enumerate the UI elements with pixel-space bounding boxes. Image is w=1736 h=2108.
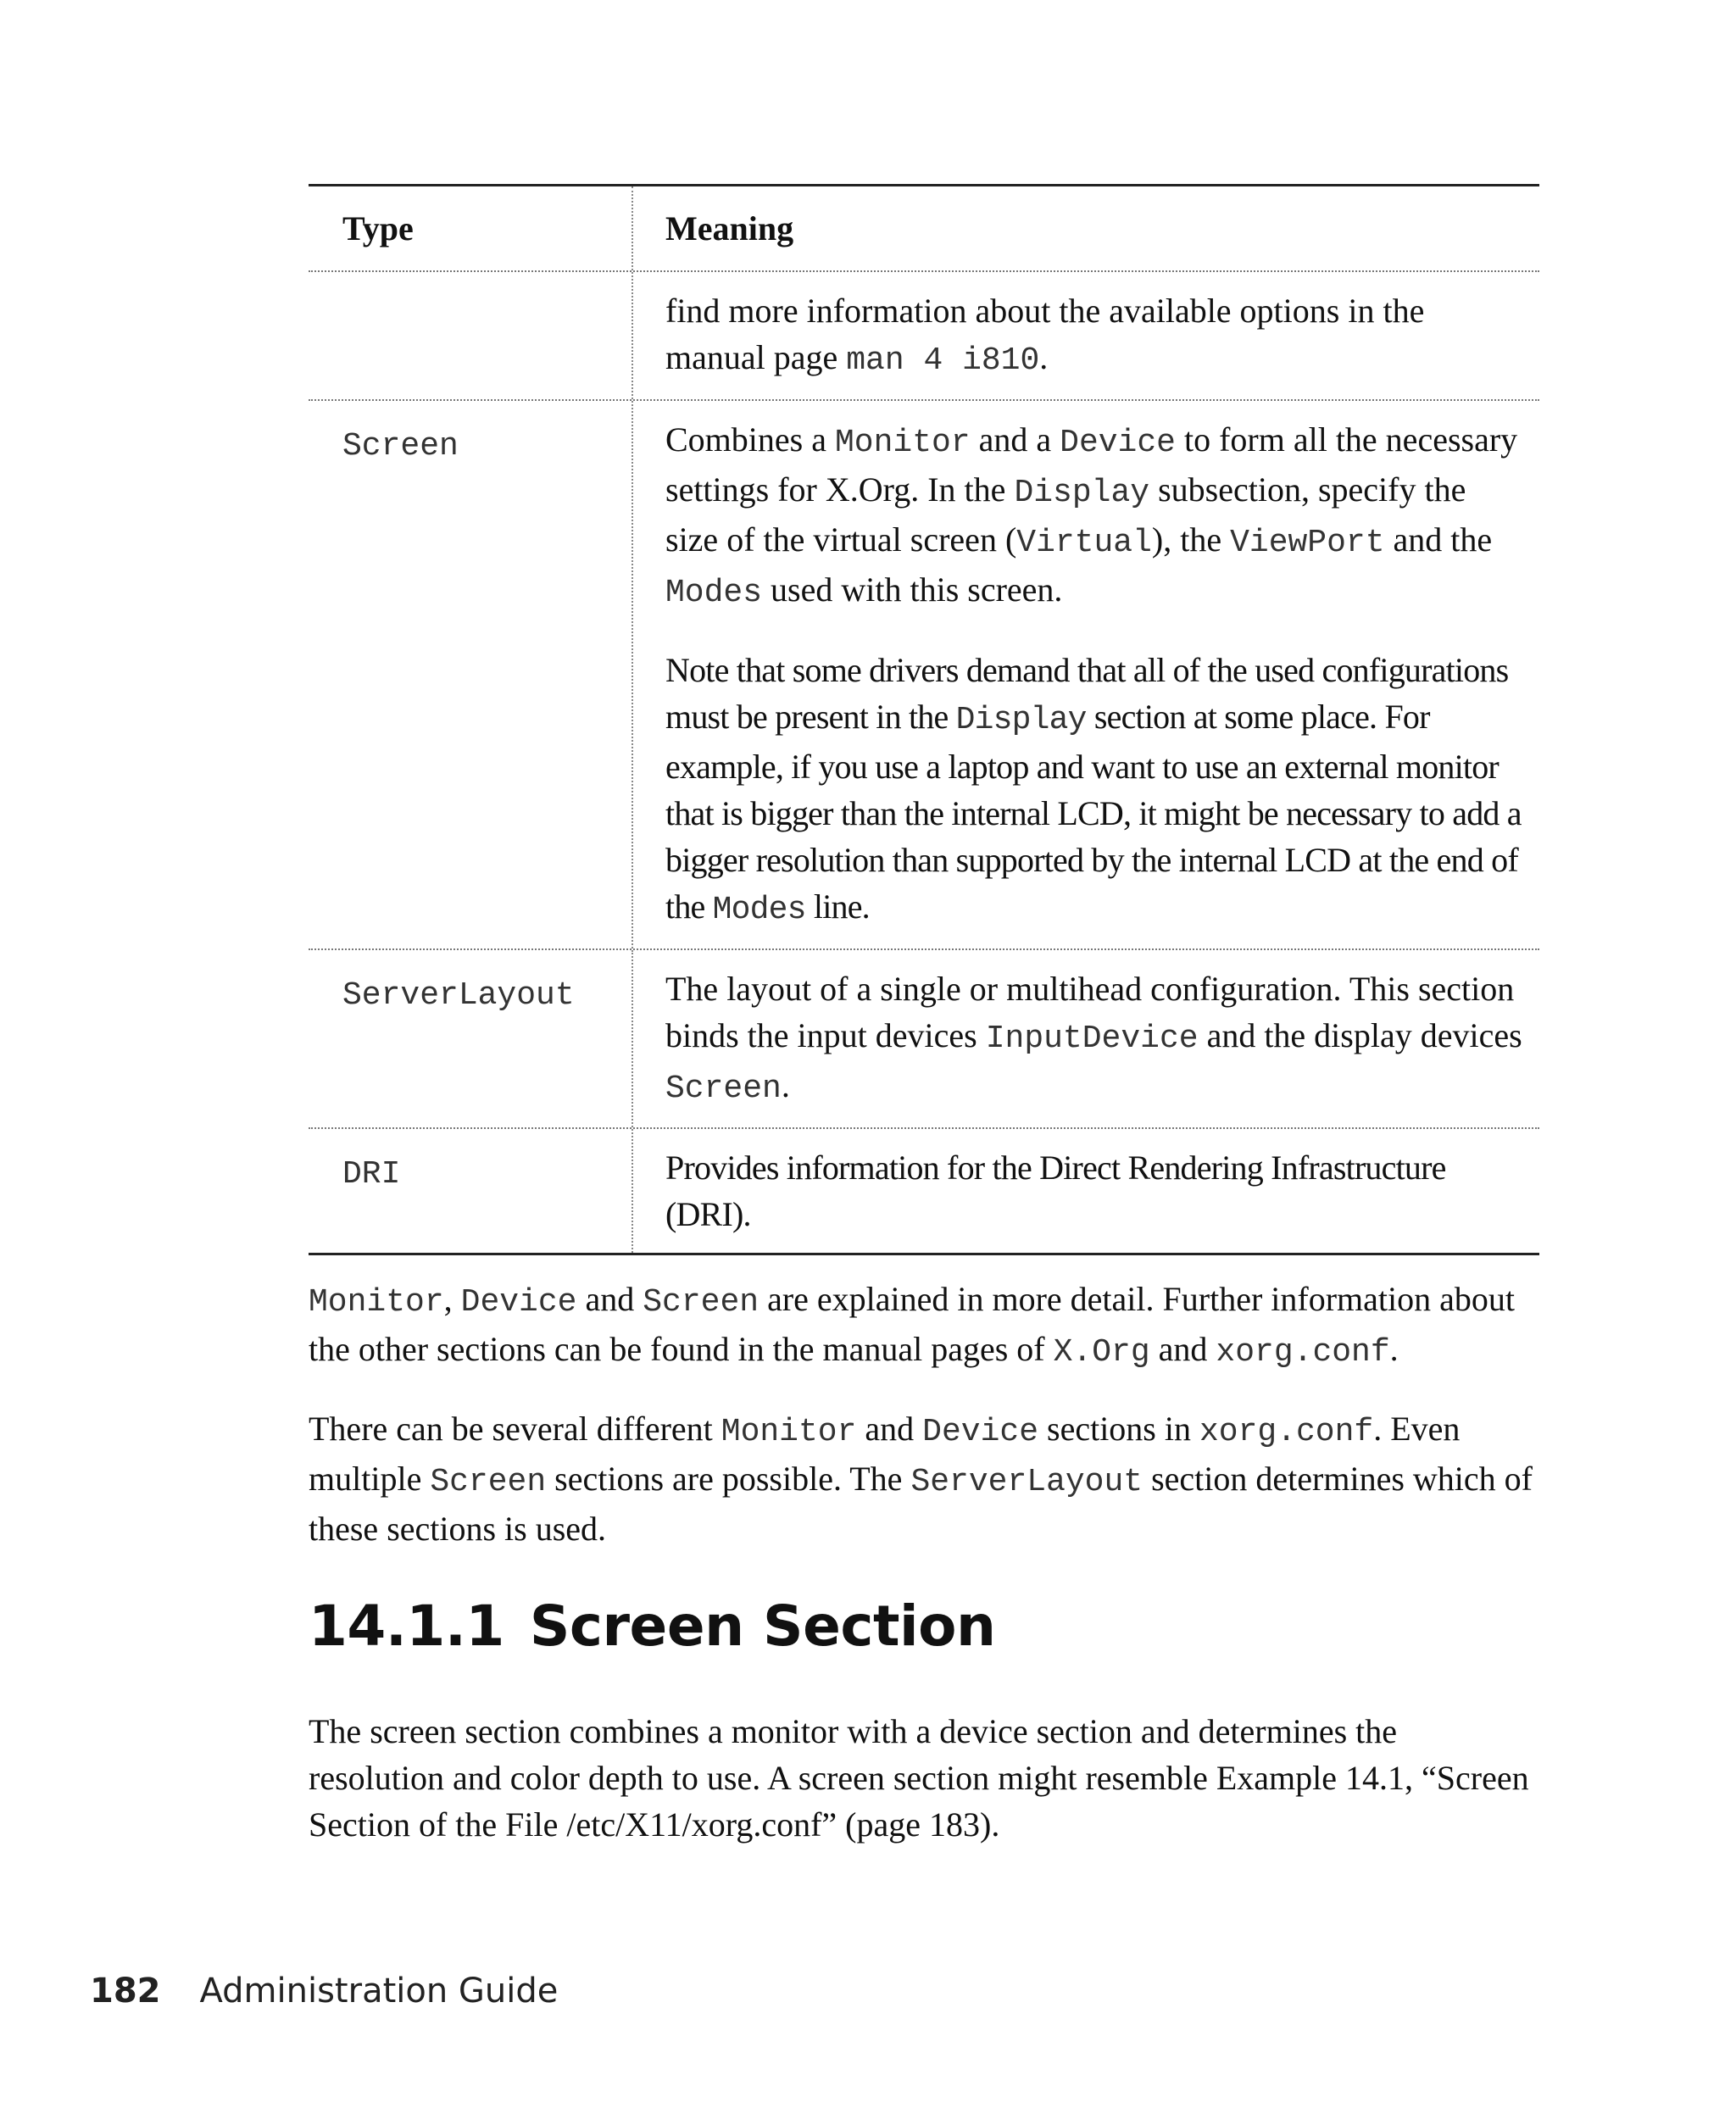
table-row [309,948,1539,1127]
code: xorg.conf [1199,1414,1374,1450]
type-cell [309,272,633,399]
table-header-row [309,186,1539,270]
text: section at some place. For example, if you use a laptop and want to use an external monitor that is bigger than the internal LCD, it might be necessary to add a bigger resolution than supported by the internal LCD at the end of the [665,698,1522,926]
section-title: Screen Section [529,1594,996,1659]
text: line. [805,887,870,926]
code: ServerLayout [910,1464,1143,1500]
code: Virtual [1016,525,1152,561]
text: . [781,1066,790,1104]
code: Monitor [309,1284,444,1321]
code: Modes [712,892,806,928]
code: ViewPort [1230,525,1385,561]
text: , [443,1280,461,1318]
book-title: Administration Guide [199,1972,559,2011]
meaning-cell [633,1129,1539,1253]
code: InputDevice [985,1021,1199,1057]
text: Combines a [665,420,835,459]
text: used with this screen. [762,570,1063,609]
text: and [576,1280,643,1318]
text: subsection, specify the size of the virtual screen ( [665,470,1466,559]
code: Screen [430,1464,547,1500]
table-row [309,270,1539,399]
header-meaning: Meaning [665,209,794,248]
table-row [309,1127,1539,1253]
code: Screen [665,1071,782,1107]
text: . [1389,1330,1399,1368]
code: Monitor [834,425,971,461]
section-heading [309,1594,995,1659]
section-types-table [309,184,1539,1255]
meaning-cell [633,272,1539,399]
table-row [309,399,1539,948]
text: and [856,1410,923,1448]
text: and the [1384,520,1493,559]
code: Screen [643,1284,760,1321]
type-cell: DRI [309,1129,633,1253]
text: . Even multiple [309,1410,1461,1498]
text: and [1149,1330,1216,1368]
code: man 4 i810 [846,342,1040,379]
text: Note that some drivers demand that all of the used configurations must be present in the [665,651,1509,736]
code: Device [1060,425,1176,461]
page-number: 182 [90,1972,161,2011]
text: sections in [1038,1410,1199,1448]
code: X.Org [1053,1334,1150,1371]
code: Display [1014,475,1150,511]
code: Display [955,702,1087,738]
code: xorg.conf [1216,1334,1390,1371]
text: section determines which of these sections is used. [309,1460,1533,1548]
text: to form all the necessary settings for X.Org. In the [665,420,1518,509]
code: Device [922,1414,1038,1450]
text: ), the [1151,520,1231,559]
paragraph-screen-section: The screen section combines a monitor with a device section and determines the resolution and color depth to use. A screen section might resemble Example 14.1, “Screen Section of the File /etc/X11/xorg.conf” (page 183). [309,1712,1529,1844]
paragraph-multiple-sections [309,1405,1539,1552]
text: and a [970,420,1060,459]
text: sections are possible. The [546,1460,911,1498]
text: find more information about the available options in the manual page [665,292,1425,376]
text: are explained in more detail. Further information about the other sections can be found in the manual pages of [309,1280,1515,1368]
text: There can be several different [309,1410,721,1448]
type-cell: ServerLayout [309,950,633,1127]
text: . [1039,338,1049,376]
paragraph-sections-explained [309,1276,1539,1376]
header-type: Type [309,186,633,270]
text: The layout of a single or multihead configuration. This section binds the input devices [665,970,1515,1054]
section-number: 14.1.1 [309,1594,504,1659]
text: and the display devices [1198,1016,1522,1054]
meaning-cell [633,401,1539,948]
text: Provides information for the Direct Rendering Infrastructure (DRI). [665,1149,1446,1233]
meaning-cell [633,950,1539,1127]
type-cell: Screen [309,401,633,948]
code: Device [460,1284,577,1321]
code: Modes [665,575,763,611]
page-footer [90,1972,558,2011]
code: Monitor [721,1414,857,1450]
